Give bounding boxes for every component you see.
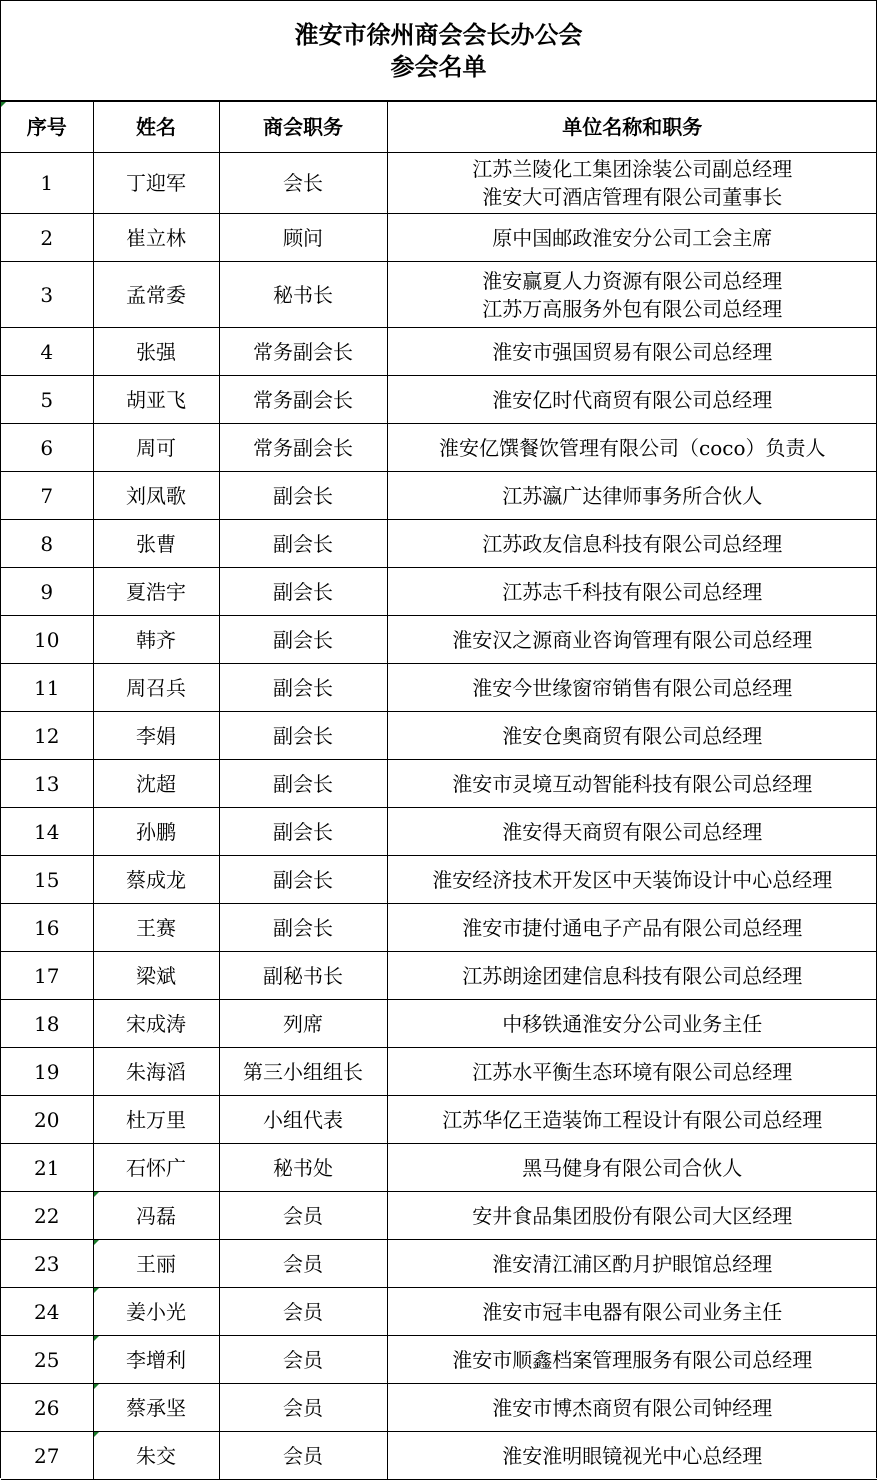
cell-name: 周可 <box>93 424 219 472</box>
cell-role: 小组代表 <box>219 1096 387 1144</box>
cell-unit <box>387 856 877 904</box>
table-row <box>1 1240 877 1288</box>
cell-unit <box>387 712 877 760</box>
cell-role: 秘书长 <box>219 262 387 328</box>
cell-seq: 12 <box>1 712 93 760</box>
cell-role: 副秘书长 <box>219 952 387 1000</box>
cell-role: 副会长 <box>219 808 387 856</box>
table-row <box>1 472 877 520</box>
cell-name: 丁迎军 <box>93 153 219 214</box>
table-row <box>1 808 877 856</box>
table-header-row <box>1 102 877 153</box>
cell-seq: 24 <box>1 1288 93 1336</box>
unit-line: 淮安亿馔餐饮管理有限公司（coco）负责人 <box>439 435 826 460</box>
cell-name: 张强 <box>93 328 219 376</box>
cell-name: 王丽 <box>93 1240 219 1288</box>
cell-seq: 13 <box>1 760 93 808</box>
cell-seq: 9 <box>1 568 93 616</box>
document-subtitle: 参会名单 <box>390 51 487 81</box>
cell-seq: 2 <box>1 214 93 262</box>
table-row <box>1 1384 877 1432</box>
unit-line: 江苏政友信息科技有限公司总经理 <box>482 531 783 556</box>
cell-seq: 6 <box>1 424 93 472</box>
unit-line: 淮安赢夏人力资源有限公司总经理 <box>482 268 783 293</box>
table-row <box>1 904 877 952</box>
cell-unit <box>387 904 877 952</box>
cell-name: 冯磊 <box>93 1192 219 1240</box>
cell-unit <box>387 376 877 424</box>
cell-name: 孙鹏 <box>93 808 219 856</box>
cell-unit <box>387 1384 877 1432</box>
header-seq: 序号 <box>1 102 93 153</box>
table-row <box>1 214 877 262</box>
unit-line: 淮安市博杰商贸有限公司钟经理 <box>492 1395 773 1420</box>
table-row <box>1 1144 877 1192</box>
cell-unit <box>387 328 877 376</box>
cell-seq: 18 <box>1 1000 93 1048</box>
cell-name: 杜万里 <box>93 1096 219 1144</box>
unit-line: 安井食品集团股份有限公司大区经理 <box>472 1203 793 1228</box>
cell-role: 副会长 <box>219 568 387 616</box>
cell-role: 副会长 <box>219 712 387 760</box>
header-unit: 单位名称和职务 <box>387 102 877 153</box>
cell-role: 副会长 <box>219 472 387 520</box>
table-row <box>1 424 877 472</box>
unit-line: 淮安市捷付通电子产品有限公司总经理 <box>462 915 803 940</box>
cell-role: 会员 <box>219 1384 387 1432</box>
unit-line: 淮安清江浦区酌月护眼馆总经理 <box>492 1251 773 1276</box>
cell-seq: 23 <box>1 1240 93 1288</box>
table-body <box>1 153 877 1480</box>
cell-role: 副会长 <box>219 856 387 904</box>
cell-role: 常务副会长 <box>219 328 387 376</box>
cell-unit <box>387 952 877 1000</box>
cell-role: 秘书处 <box>219 1144 387 1192</box>
table-row <box>1 1096 877 1144</box>
cell-unit <box>387 424 877 472</box>
cell-role: 第三小组组长 <box>219 1048 387 1096</box>
cell-name: 石怀广 <box>93 1144 219 1192</box>
unit-line: 淮安大可酒店管理有限公司董事长 <box>482 185 783 209</box>
cell-name: 蔡承坚 <box>93 1384 219 1432</box>
table-row <box>1 1000 877 1048</box>
cell-role: 会员 <box>219 1432 387 1480</box>
cell-role: 副会长 <box>219 616 387 664</box>
cell-name: 蔡成龙 <box>93 856 219 904</box>
cell-unit <box>387 1000 877 1048</box>
table-row <box>1 1192 877 1240</box>
cell-role: 副会长 <box>219 760 387 808</box>
cell-unit <box>387 1096 877 1144</box>
cell-unit <box>387 664 877 712</box>
cell-role: 会员 <box>219 1336 387 1384</box>
cell-name: 韩齐 <box>93 616 219 664</box>
unit-line: 淮安市顺鑫档案管理服务有限公司总经理 <box>452 1347 813 1372</box>
cell-name: 李增利 <box>93 1336 219 1384</box>
unit-line: 淮安市灵境互动智能科技有限公司总经理 <box>452 771 813 796</box>
header-name: 姓名 <box>93 102 219 153</box>
unit-line: 淮安市强国贸易有限公司总经理 <box>492 339 773 364</box>
table-row <box>1 712 877 760</box>
cell-unit <box>387 1240 877 1288</box>
cell-unit <box>387 262 877 328</box>
cell-seq: 7 <box>1 472 93 520</box>
table-row <box>1 856 877 904</box>
cell-seq: 17 <box>1 952 93 1000</box>
unit-line: 江苏志千科技有限公司总经理 <box>502 579 763 604</box>
cell-seq: 25 <box>1 1336 93 1384</box>
cell-role: 列席 <box>219 1000 387 1048</box>
table-row <box>1 664 877 712</box>
cell-unit <box>387 760 877 808</box>
table-row <box>1 153 877 214</box>
cell-seq: 5 <box>1 376 93 424</box>
unit-line: 淮安经济技术开发区中天装饰设计中心总经理 <box>432 867 833 892</box>
unit-line: 江苏华亿王造装饰工程设计有限公司总经理 <box>442 1107 823 1132</box>
cell-seq: 3 <box>1 262 93 328</box>
cell-seq: 15 <box>1 856 93 904</box>
attendee-table <box>1 101 877 1480</box>
table-row <box>1 1336 877 1384</box>
cell-name: 胡亚飞 <box>93 376 219 424</box>
cell-seq: 11 <box>1 664 93 712</box>
title-block <box>1 1 876 101</box>
cell-role: 副会长 <box>219 664 387 712</box>
table-row <box>1 262 877 328</box>
cell-name: 夏浩宇 <box>93 568 219 616</box>
cell-name: 刘凤歌 <box>93 472 219 520</box>
document-title: 淮安市徐州商会会长办公会 <box>294 19 583 49</box>
cell-seq: 14 <box>1 808 93 856</box>
table-row <box>1 1048 877 1096</box>
cell-seq: 1 <box>1 153 93 214</box>
cell-seq: 4 <box>1 328 93 376</box>
table-row <box>1 328 877 376</box>
cell-role: 副会长 <box>219 520 387 568</box>
cell-unit <box>387 568 877 616</box>
cell-seq: 26 <box>1 1384 93 1432</box>
cell-unit <box>387 1288 877 1336</box>
cell-seq: 22 <box>1 1192 93 1240</box>
cell-name: 李娟 <box>93 712 219 760</box>
unit-line: 淮安仓奥商贸有限公司总经理 <box>502 723 763 748</box>
table-row <box>1 376 877 424</box>
cell-name: 周召兵 <box>93 664 219 712</box>
header-role: 商会职务 <box>219 102 387 153</box>
table-row <box>1 520 877 568</box>
table-row <box>1 616 877 664</box>
cell-unit <box>387 1432 877 1480</box>
table-row <box>1 568 877 616</box>
cell-unit <box>387 808 877 856</box>
table-row <box>1 1288 877 1336</box>
cell-name: 孟常委 <box>93 262 219 328</box>
cell-name: 张曹 <box>93 520 219 568</box>
cell-role: 常务副会长 <box>219 424 387 472</box>
cell-role: 会员 <box>219 1192 387 1240</box>
cell-name: 姜小光 <box>93 1288 219 1336</box>
cell-seq: 10 <box>1 616 93 664</box>
cell-seq: 27 <box>1 1432 93 1480</box>
cell-name: 崔立林 <box>93 214 219 262</box>
table-row <box>1 952 877 1000</box>
cell-name: 沈超 <box>93 760 219 808</box>
cell-name: 王赛 <box>93 904 219 952</box>
unit-line: 淮安淮明眼镜视光中心总经理 <box>502 1443 763 1468</box>
cell-unit <box>387 214 877 262</box>
cell-unit <box>387 1192 877 1240</box>
unit-line: 淮安今世缘窗帘销售有限公司总经理 <box>472 675 793 700</box>
cell-role: 会长 <box>219 153 387 214</box>
cell-unit <box>387 1144 877 1192</box>
cell-unit <box>387 616 877 664</box>
cell-name: 梁斌 <box>93 952 219 1000</box>
cell-unit <box>387 520 877 568</box>
table-row <box>1 760 877 808</box>
unit-line: 江苏瀛广达律师事务所合伙人 <box>502 483 763 508</box>
unit-line: 淮安市冠丰电器有限公司业务主任 <box>482 1299 783 1324</box>
unit-line: 原中国邮政淮安分公司工会主席 <box>492 225 773 250</box>
unit-line: 江苏水平衡生态环境有限公司总经理 <box>472 1059 793 1084</box>
cell-unit <box>387 1336 877 1384</box>
cell-name: 朱海滔 <box>93 1048 219 1096</box>
unit-line: 淮安汉之源商业咨询管理有限公司总经理 <box>452 627 813 652</box>
cell-name: 朱交 <box>93 1432 219 1480</box>
unit-line: 淮安亿时代商贸有限公司总经理 <box>492 387 773 412</box>
cell-seq: 19 <box>1 1048 93 1096</box>
cell-seq: 8 <box>1 520 93 568</box>
cell-unit <box>387 153 877 214</box>
unit-line: 中移铁通淮安分公司业务主任 <box>502 1011 763 1036</box>
cell-role: 会员 <box>219 1240 387 1288</box>
cell-role: 副会长 <box>219 904 387 952</box>
cell-seq: 20 <box>1 1096 93 1144</box>
cell-seq: 21 <box>1 1144 93 1192</box>
cell-role: 常务副会长 <box>219 376 387 424</box>
unit-line: 黑马健身有限公司合伙人 <box>522 1155 743 1180</box>
cell-seq: 16 <box>1 904 93 952</box>
cell-role: 会员 <box>219 1288 387 1336</box>
unit-line: 淮安得天商贸有限公司总经理 <box>502 819 763 844</box>
unit-line: 江苏朗途团建信息科技有限公司总经理 <box>462 963 803 988</box>
cell-unit <box>387 472 877 520</box>
cell-unit <box>387 1048 877 1096</box>
cell-name: 宋成涛 <box>93 1000 219 1048</box>
unit-line: 江苏万高服务外包有限公司总经理 <box>482 296 783 321</box>
unit-line: 江苏兰陵化工集团涂装公司副总经理 <box>472 157 793 181</box>
cell-role: 顾问 <box>219 214 387 262</box>
table-row <box>1 1432 877 1480</box>
